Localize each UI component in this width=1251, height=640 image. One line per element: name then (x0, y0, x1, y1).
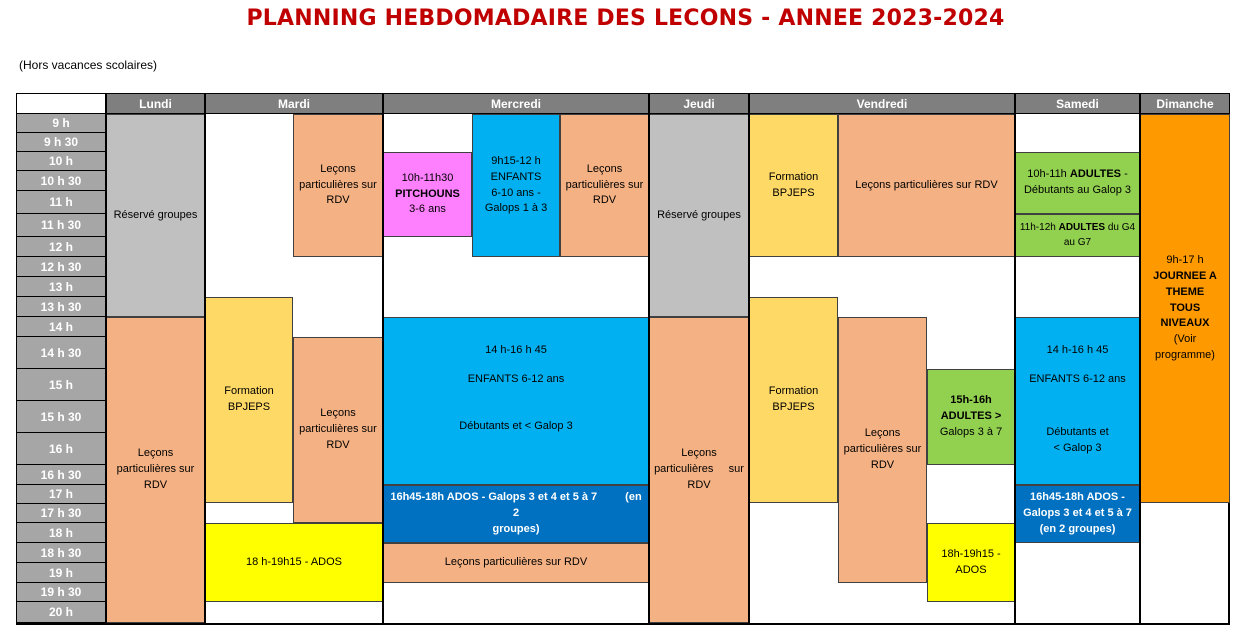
block-text: programme) (1155, 349, 1215, 362)
block-text: BPJEPS (772, 186, 815, 199)
block-text: (en 2 groupes) (1039, 522, 1116, 535)
vendredi-lecons-rdv-matin (838, 114, 1015, 257)
block-text: Leçons particulières sur RDV (855, 178, 998, 191)
column-divider (1139, 93, 1141, 625)
mercredi-lecons-rdv-soir (383, 543, 649, 583)
hour-label: 16 h (17, 433, 105, 465)
block-text: particulières sur (299, 423, 377, 436)
jeudi-reserve-groupes (649, 114, 749, 317)
block-text: < Galop 3 (1053, 441, 1102, 454)
rest-text: - (1124, 168, 1128, 181)
samedi-adultes-g4 (1015, 214, 1140, 257)
mardi-ados (205, 523, 383, 602)
day-header-lundi: Lundi (106, 93, 205, 114)
block-text: BPJEPS (227, 401, 271, 413)
hour-label: 13 h (17, 277, 105, 297)
block-text: Réservé groupes (657, 208, 741, 221)
column-divider (105, 93, 107, 625)
column-divider (748, 93, 750, 625)
hour-label: 14 h (17, 317, 105, 337)
mardi-lecons-rdv-matin (293, 114, 383, 257)
block-text: 18h-19h15 - (941, 547, 1001, 560)
hour-label: 10 h 30 (17, 171, 105, 191)
ados-suffix: (en 2 (512, 491, 642, 520)
block-text (1020, 221, 1135, 236)
level-label: ADULTES (1069, 168, 1122, 181)
block-text: ADOS (955, 563, 987, 576)
time-text: 11h-12h (1019, 222, 1056, 233)
hour-label: 16 h 30 (17, 465, 105, 485)
block-text: Leçons particulières sur RDV (444, 556, 588, 569)
ados-line: 16h45-18h ADOS - Galops 3 et 4 et 5 à 7 (390, 491, 598, 504)
block-text (387, 490, 645, 522)
block-text: Leçons (586, 162, 623, 175)
page-title: PLANNING HEBDOMADAIRE DES LECONS - ANNEE 2023-2024 (246, 6, 1005, 31)
hour-label: 10 h (17, 152, 105, 171)
block-text: PITCHOUNS (395, 187, 460, 200)
hour-label: 9 h 30 (17, 133, 105, 152)
block-text: 14 h-16 h 45 (1046, 344, 1109, 356)
hour-label: 19 h (17, 563, 105, 583)
hour-label: 11 h (17, 191, 105, 214)
block-text: particulières sur (299, 178, 377, 191)
block-text: 9h15-12 h (491, 154, 541, 167)
block-text: ENFANTS 6-12 ans (1029, 372, 1126, 385)
block-text: groupes) (492, 522, 540, 535)
vendredi-lecons-rdv-apm (838, 317, 927, 583)
hour-label: 11 h 30 (17, 214, 105, 237)
block-text: particulières sur (565, 178, 644, 191)
block-text: Leçons (137, 447, 174, 460)
dimanche-journee-theme (1140, 114, 1230, 503)
block-text: Leçons (864, 427, 901, 440)
block-text: Débutants au Galop 3 (1023, 184, 1132, 196)
block-text: THEME (1165, 285, 1205, 298)
hour-label: 18 h 30 (17, 543, 105, 563)
vendredi-ados (927, 523, 1015, 602)
hour-label: 12 h 30 (17, 257, 105, 277)
column-divider (1014, 93, 1016, 625)
block-text: Leçons (320, 407, 356, 420)
block-text: RDV (870, 458, 895, 471)
block-text: Galops 1 à 3 (484, 202, 548, 215)
hour-label: 17 h (17, 485, 105, 504)
block-text: Leçons (681, 447, 717, 460)
lundi-lecons-rdv (106, 317, 205, 623)
lundi-reserve-groupes (106, 114, 205, 317)
hour-label: 14 h 30 (17, 337, 105, 369)
block-text: RDV (143, 478, 168, 491)
block-text (1027, 167, 1128, 183)
hour-label: 9 h (17, 114, 105, 133)
block-text: 16h45-18h ADOS - (1030, 491, 1125, 504)
mercredi-enfants-matin (472, 114, 560, 257)
mercredi-enfants-apm (383, 317, 649, 485)
block-text: 14 h-16 h 45 (485, 344, 547, 356)
mardi-lecons-rdv-apm (293, 337, 383, 523)
block-text: ENFANTS (490, 170, 542, 183)
day-header-vendredi: Vendredi (749, 93, 1015, 114)
schedule-note: (Hors vacances scolaires) (19, 58, 158, 72)
mardi-formation-bpjeps (205, 297, 293, 503)
vendredi-formation-bpjeps-matin (749, 114, 838, 257)
hour-label: 18 h (17, 523, 105, 543)
rest-text: du G4 (1107, 222, 1136, 233)
hour-label: 15 h 30 (17, 401, 105, 433)
header-corner (16, 93, 106, 114)
block-text: 10h-11h30 (401, 171, 454, 184)
block-text: (Voir (1173, 333, 1197, 346)
block-text: 9h-17 h (1166, 253, 1204, 266)
block-text: BPJEPS (772, 401, 815, 413)
block-text: Formation (224, 385, 274, 398)
block-text: RDV (326, 194, 350, 207)
vendredi-formation-bpjeps-apm (749, 297, 838, 503)
hour-label: 20 h (17, 602, 105, 623)
block-text: Leçons (320, 162, 356, 175)
column-divider (382, 93, 384, 625)
block-text: 15h-16h (950, 394, 992, 407)
block-text: ENFANTS 6-12 ans (467, 372, 565, 385)
column-divider (204, 93, 206, 625)
block-text: 18 h-19h15 - ADOS (245, 555, 342, 568)
day-header-samedi: Samedi (1015, 93, 1140, 114)
block-text: particulières sur (654, 463, 744, 476)
block-text: particulières sur (116, 463, 195, 476)
block-text: Réservé groupes (113, 208, 198, 221)
block-text: JOURNEE A (1153, 269, 1217, 282)
block-text: particulières sur (843, 443, 922, 456)
block-text: Formation (768, 170, 819, 183)
block-text: Débutants et < Galop 3 (459, 419, 573, 432)
hour-label: 15 h (17, 369, 105, 401)
block-text: ADULTES > (940, 410, 1002, 423)
mercredi-pitchouns (383, 152, 472, 237)
mercredi-ados (383, 485, 649, 543)
day-header-dimanche: Dimanche (1140, 93, 1230, 114)
samedi-enfants (1015, 317, 1140, 485)
block-text: Formation (768, 385, 819, 398)
samedi-ados (1015, 485, 1140, 543)
mercredi-lecons-rdv-matin (560, 114, 649, 257)
block-text: RDV (592, 194, 617, 207)
block-text: Galops 3 et 4 et 5 à 7 (1023, 507, 1132, 520)
block-text: RDV (326, 438, 350, 451)
day-header-jeudi: Jeudi (649, 93, 749, 114)
block-text: RDV (687, 478, 711, 491)
day-header-mardi: Mardi (205, 93, 383, 114)
block-text: Débutants et (1046, 425, 1109, 438)
column-divider (648, 93, 650, 625)
hour-label: 19 h 30 (17, 583, 105, 602)
hour-label: 12 h (17, 237, 105, 257)
hour-label: 13 h 30 (17, 297, 105, 317)
block-text: au G7 (1063, 236, 1092, 248)
samedi-adultes-debutants (1015, 152, 1140, 214)
block-text: 3-6 ans (409, 203, 446, 216)
block-text: 6-10 ans - (491, 186, 541, 199)
vendredi-adultes (927, 369, 1015, 465)
block-text: Galops 3 à 7 (939, 425, 1003, 438)
block-text: TOUS NIVEAUX (1160, 301, 1210, 330)
jeudi-lecons-rdv (649, 317, 749, 623)
hour-label: 17 h 30 (17, 504, 105, 523)
time-text: 10h-11h (1027, 168, 1067, 181)
level-label: ADULTES (1058, 222, 1106, 233)
day-header-mercredi: Mercredi (383, 93, 649, 114)
